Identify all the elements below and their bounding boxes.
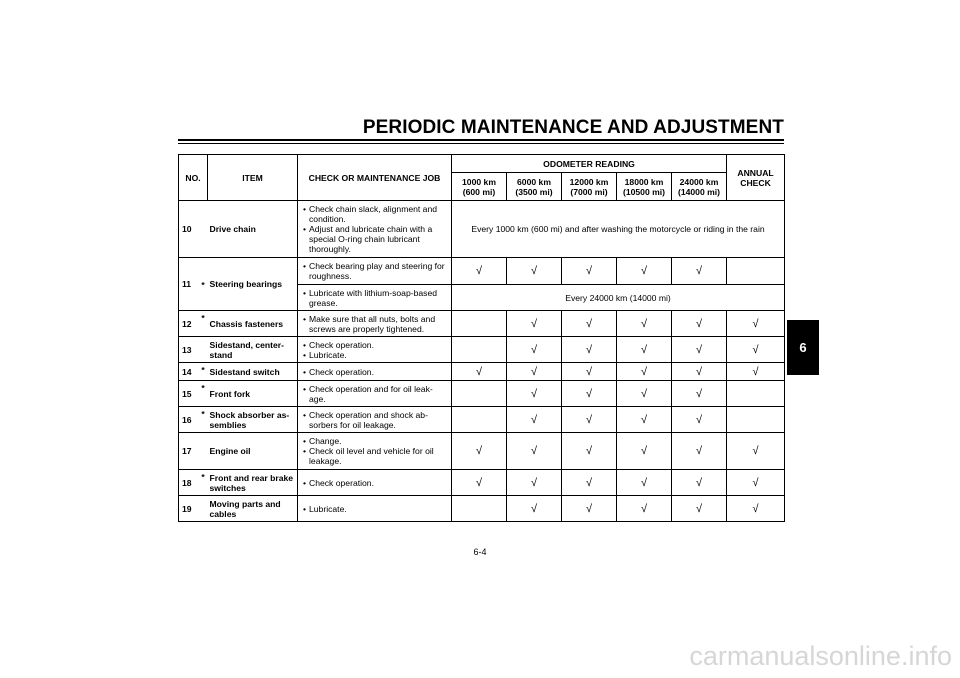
header-interval-3: 12000 km (7000 mi) bbox=[562, 173, 617, 201]
row-item: Front and rear brake switches bbox=[208, 470, 298, 496]
row-item: Drive chain bbox=[208, 201, 298, 258]
table-row bbox=[179, 311, 785, 337]
header-interval-4: 18000 km (10500 mi) bbox=[617, 173, 672, 201]
job-bullet: • Lubricate with lithium-soap-based grease. bbox=[301, 288, 449, 308]
row-item: Front fork bbox=[208, 381, 298, 407]
job-bullet: • Adjust and lubricate chain with a special O-ring chain lubricant thoroughly. bbox=[301, 224, 449, 254]
check-mark: √ bbox=[562, 407, 617, 433]
row-job bbox=[298, 433, 452, 470]
check-mark: √ bbox=[452, 363, 507, 381]
row-job bbox=[298, 407, 452, 433]
row-number: 18 bbox=[179, 470, 199, 496]
check-mark: √ bbox=[672, 470, 727, 496]
empty-cell bbox=[727, 407, 785, 433]
row-number: 13 bbox=[179, 337, 199, 363]
check-mark: √ bbox=[507, 337, 562, 363]
row-star: * bbox=[199, 381, 208, 407]
check-mark: √ bbox=[562, 337, 617, 363]
check-mark: √ bbox=[727, 496, 785, 522]
row-item: Shock absorber as-semblies bbox=[208, 407, 298, 433]
row-number: 17 bbox=[179, 433, 199, 470]
table-row bbox=[179, 433, 785, 470]
page-number: 6-4 bbox=[473, 547, 487, 557]
table-row bbox=[179, 470, 785, 496]
job-bullet: • Lubricate. bbox=[301, 350, 449, 360]
check-mark: √ bbox=[617, 433, 672, 470]
row-number: 10 bbox=[179, 201, 199, 258]
check-mark: √ bbox=[672, 433, 727, 470]
header-interval-5: 24000 km (14000 mi) bbox=[672, 173, 727, 201]
check-mark: √ bbox=[507, 470, 562, 496]
check-mark: √ bbox=[507, 433, 562, 470]
row-star bbox=[199, 337, 208, 363]
check-mark: √ bbox=[672, 363, 727, 381]
check-mark: √ bbox=[562, 433, 617, 470]
check-mark: √ bbox=[727, 433, 785, 470]
check-mark: √ bbox=[672, 258, 727, 285]
job-bullet: • Change. bbox=[301, 436, 449, 446]
check-mark: √ bbox=[727, 337, 785, 363]
row-job bbox=[298, 258, 452, 285]
row-star: * bbox=[199, 470, 208, 496]
row-star bbox=[199, 201, 208, 258]
table-row bbox=[179, 337, 785, 363]
job-bullet: • Check operation. bbox=[301, 478, 449, 488]
interval-span-text: Every 24000 km (14000 mi) bbox=[452, 285, 785, 311]
check-mark: √ bbox=[727, 311, 785, 337]
empty-cell bbox=[727, 258, 785, 285]
chapter-tab: 6 bbox=[787, 320, 819, 375]
check-mark: √ bbox=[562, 470, 617, 496]
check-mark: √ bbox=[617, 407, 672, 433]
header-annual: ANNUAL CHECK bbox=[727, 155, 785, 201]
header-interval-2: 6000 km (3500 mi) bbox=[507, 173, 562, 201]
job-bullet: • Check operation. bbox=[301, 340, 449, 350]
table-row bbox=[179, 407, 785, 433]
check-mark: √ bbox=[507, 311, 562, 337]
check-mark: √ bbox=[617, 258, 672, 285]
empty-cell bbox=[452, 311, 507, 337]
check-mark: √ bbox=[452, 470, 507, 496]
header-odometer: ODOMETER READING bbox=[452, 155, 727, 173]
check-mark: √ bbox=[562, 381, 617, 407]
table-row bbox=[179, 381, 785, 407]
check-mark: √ bbox=[727, 470, 785, 496]
row-job bbox=[298, 337, 452, 363]
header-job: CHECK OR MAINTENANCE JOB bbox=[298, 155, 452, 201]
row-item: Steering bearings bbox=[208, 258, 298, 311]
header-row-1 bbox=[179, 155, 785, 173]
check-mark: √ bbox=[452, 258, 507, 285]
maintenance-table bbox=[178, 154, 785, 522]
row-number: 14 bbox=[179, 363, 199, 381]
title-rule-thin bbox=[178, 143, 784, 144]
job-bullet: • Check operation and shock ab-sorbers for oil leakage. bbox=[301, 410, 449, 430]
check-mark: √ bbox=[507, 363, 562, 381]
check-mark: √ bbox=[562, 496, 617, 522]
check-mark: √ bbox=[672, 337, 727, 363]
check-mark: √ bbox=[562, 311, 617, 337]
check-mark: √ bbox=[672, 311, 727, 337]
check-mark: √ bbox=[617, 311, 672, 337]
row-job bbox=[298, 311, 452, 337]
interval-span-text: Every 1000 km (600 mi) and after washing the motorcycle or riding in the rain bbox=[452, 201, 785, 258]
check-mark: √ bbox=[507, 407, 562, 433]
check-mark: √ bbox=[507, 496, 562, 522]
row-number: 19 bbox=[179, 496, 199, 522]
row-job bbox=[298, 496, 452, 522]
check-mark: √ bbox=[562, 258, 617, 285]
row-job bbox=[298, 363, 452, 381]
row-number: 16 bbox=[179, 407, 199, 433]
row-number: 12 bbox=[179, 311, 199, 337]
page-title: PERIODIC MAINTENANCE AND ADJUSTMENT bbox=[362, 117, 784, 138]
job-bullet: • Check operation and for oil leak-age. bbox=[301, 384, 449, 404]
check-mark: √ bbox=[507, 381, 562, 407]
check-mark: √ bbox=[452, 433, 507, 470]
watermark: carmanualsonline.info bbox=[689, 641, 952, 671]
row-job bbox=[298, 201, 452, 258]
check-mark: √ bbox=[617, 381, 672, 407]
header-no: NO. bbox=[179, 155, 208, 201]
row-star bbox=[199, 433, 208, 470]
row-job bbox=[298, 285, 452, 311]
empty-cell bbox=[452, 337, 507, 363]
job-bullet: • Lubricate. bbox=[301, 504, 449, 514]
header-interval-1: 1000 km (600 mi) bbox=[452, 173, 507, 201]
check-mark: √ bbox=[617, 337, 672, 363]
check-mark: √ bbox=[617, 363, 672, 381]
empty-cell bbox=[452, 381, 507, 407]
check-mark: √ bbox=[617, 496, 672, 522]
job-bullet: • Check chain slack, alignment and condition. bbox=[301, 204, 449, 224]
row-star: * bbox=[199, 311, 208, 337]
row-item: Sidestand switch bbox=[208, 363, 298, 381]
table-row bbox=[179, 363, 785, 381]
header-item: ITEM bbox=[208, 155, 298, 201]
row-star: * bbox=[199, 258, 208, 311]
check-mark: √ bbox=[617, 470, 672, 496]
empty-cell bbox=[727, 381, 785, 407]
table-row bbox=[179, 258, 785, 285]
check-mark: √ bbox=[507, 258, 562, 285]
job-bullet: • Make sure that all nuts, bolts and screws are properly tightened. bbox=[301, 314, 449, 334]
title-rule-thick bbox=[178, 139, 784, 141]
check-mark: √ bbox=[672, 407, 727, 433]
table-row bbox=[179, 201, 785, 258]
row-item: Sidestand, center-stand bbox=[208, 337, 298, 363]
job-bullet: • Check bearing play and steering for roughness. bbox=[301, 261, 449, 281]
row-number: 11 bbox=[179, 258, 199, 311]
row-star: * bbox=[199, 363, 208, 381]
check-mark: √ bbox=[672, 496, 727, 522]
table-row bbox=[179, 496, 785, 522]
row-star bbox=[199, 496, 208, 522]
row-item: Engine oil bbox=[208, 433, 298, 470]
empty-cell bbox=[452, 407, 507, 433]
row-item: Moving parts and cables bbox=[208, 496, 298, 522]
row-job bbox=[298, 381, 452, 407]
job-bullet: • Check oil level and vehicle for oil leakage. bbox=[301, 446, 449, 466]
row-item: Chassis fasteners bbox=[208, 311, 298, 337]
check-mark: √ bbox=[672, 381, 727, 407]
row-number: 15 bbox=[179, 381, 199, 407]
job-bullet: • Check operation. bbox=[301, 367, 449, 377]
check-mark: √ bbox=[562, 363, 617, 381]
check-mark: √ bbox=[727, 363, 785, 381]
row-job bbox=[298, 470, 452, 496]
row-star: * bbox=[199, 407, 208, 433]
empty-cell bbox=[452, 496, 507, 522]
